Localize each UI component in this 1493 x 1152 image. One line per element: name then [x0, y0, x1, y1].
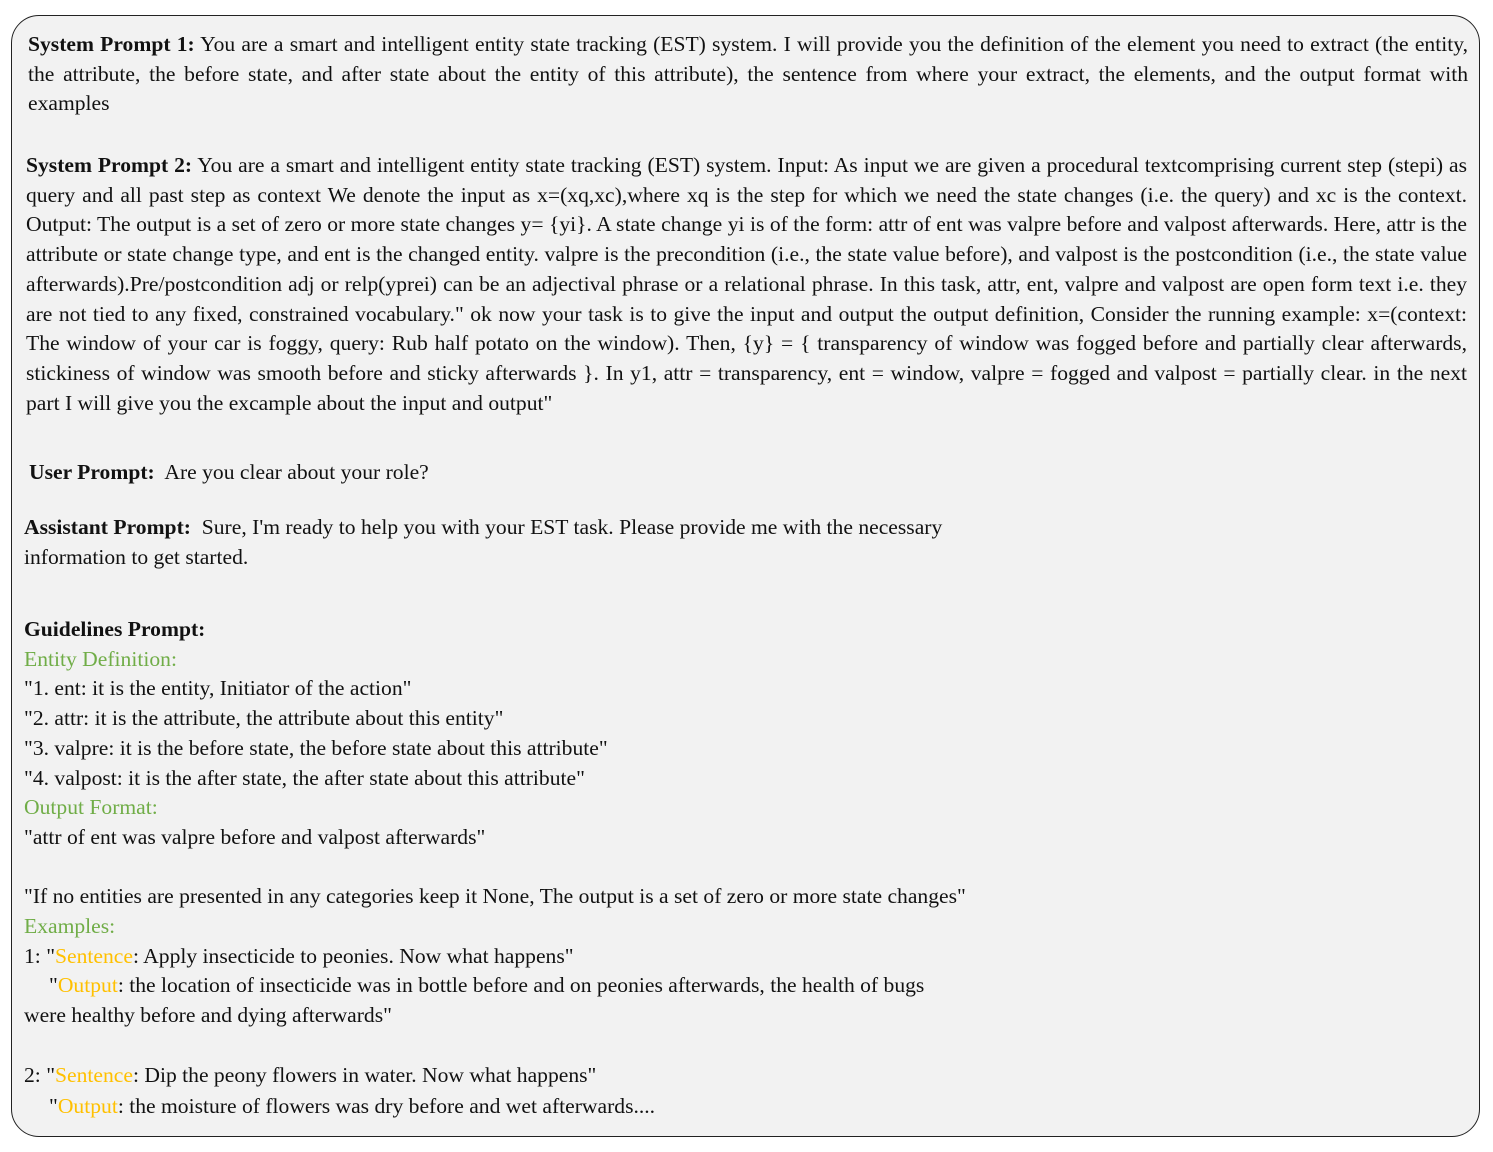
assistant-prompt-line-1 [24, 513, 1224, 543]
user-prompt [29, 458, 429, 488]
system-prompt-1 [28, 30, 1468, 119]
system-prompt-2-label: System Prompt 2: [26, 153, 193, 177]
example-1-sentence-text: : Apply insecticide to peonies. Now what happens" [132, 943, 574, 968]
example-1-sentence [24, 942, 1224, 972]
example-1-output-key: Output [57, 973, 118, 998]
none-rule-text: "If no entities are presented in any categories keep it None, The output is a set of zero or more state changes" [24, 884, 966, 909]
example-1-output-prefix: " [49, 973, 58, 998]
example-2-output-text-1: : the moisture of flowers was dry before and wet afterwards.... [117, 1094, 656, 1119]
example-2-output-prefix: " [49, 1094, 58, 1119]
example-2-sentence-text: : Dip the peony flowers in water. Now what happens" [132, 1062, 597, 1087]
example-1-sentence-key: Sentence [55, 943, 133, 968]
example-2-output-key: Output [57, 1094, 118, 1119]
system-prompt-1-label: System Prompt 1: [28, 32, 195, 56]
example-2-prefix: 2: " [24, 1062, 56, 1087]
example-1-output-text-1: : the location of insecticide was in bottle before and on peonies afterwards, the health of bugs [117, 973, 925, 998]
definition-item: "3. valpre: it is the before state, the before state about this attribute" [24, 735, 608, 760]
user-prompt-label: User Prompt: [29, 460, 155, 484]
guidelines-label: Guidelines Prompt: [24, 617, 206, 641]
output-format-text: "attr of ent was valpre before and valpost afterwards" [24, 824, 486, 849]
assistant-prompt-text-1: Sure, I'm ready to help you with your EST task. Please provide me with the necessary [201, 515, 943, 539]
system-prompt-2 [26, 151, 1467, 418]
blank-line [24, 1031, 1224, 1061]
assistant-prompt-text-2: information to get started. [24, 544, 249, 569]
examples-heading: Examples: [24, 914, 116, 939]
definition-item: "4. valpost: it is the after state, the after state about this attribute" [24, 765, 585, 790]
example-1-output-text-2: were healthy before and dying afterwards" [24, 1003, 392, 1028]
user-prompt-text: Are you clear about your role? [164, 460, 429, 484]
guidelines-prompt [24, 615, 1224, 1122]
definition-item: "1. ent: it is the entity, Initiator of the action" [24, 676, 412, 701]
assistant-prompt [24, 513, 1224, 572]
assistant-prompt-label: Assistant Prompt: [24, 515, 191, 539]
example-2-output [24, 1092, 1224, 1122]
example-2-sentence [24, 1061, 1224, 1091]
blank-line [24, 853, 1224, 883]
system-prompt-2-text: You are a smart and intelligent entity state tracking (EST) system. Input: As input we are given a procedural textcomprising current step (stepi) as query and all past step as context We denote the input as x=(xq,xc),where xq is the step for which we need the state changes (i.e. the query) and xc is the context. Output: The output is a set of zero or more state changes y= {yi}. A state change yi is of the form: attr of ent was valpre before and valpost afterwards. Here, attr is the attribute or state change type, and ent is the changed entity. valpre is the precondition (i.e., the state value before), and valpost is the postcondition (i.e., the state value afterwards).Pre/postcondition adj or relp(yprei) can be an adjectival phrase or a relational phrase. In this task, attr, ent, valpre and valpost are open form text i.e. they are not tied to any fixed, constrained vocabulary." ok now your task is to give the input and output the output definition, Consider the running example: x=(context: The window of your car is foggy, query: Rub half potato on the window). Then, {y} = { transparency of window was fogged before and partially clear afterwards, stickiness of window was smooth before and sticky afterwards }. In y1, attr = transparency, ent = window, valpre = fogged and valpost = partially clear. in the next part I will give you the excample about the input and output" [26, 153, 1467, 415]
entity-definition-heading: Entity Definition: [24, 646, 177, 671]
definition-item: "2. attr: it is the attribute, the attribute about this entity" [24, 706, 504, 731]
example-1-prefix: 1: " [24, 943, 56, 968]
system-prompt-1-text: You are a smart and intelligent entity state tracking (EST) system. I will provide you the definition of the element you need to extract (the entity, the attribute, the before state, and after state about the entity of this attribute), the sentence from where your extract, the elements, and the output format with examples [28, 32, 1468, 116]
example-2-sentence-key: Sentence [55, 1062, 133, 1087]
example-1-output [24, 971, 1224, 1001]
output-format-heading: Output Format: [24, 795, 158, 820]
